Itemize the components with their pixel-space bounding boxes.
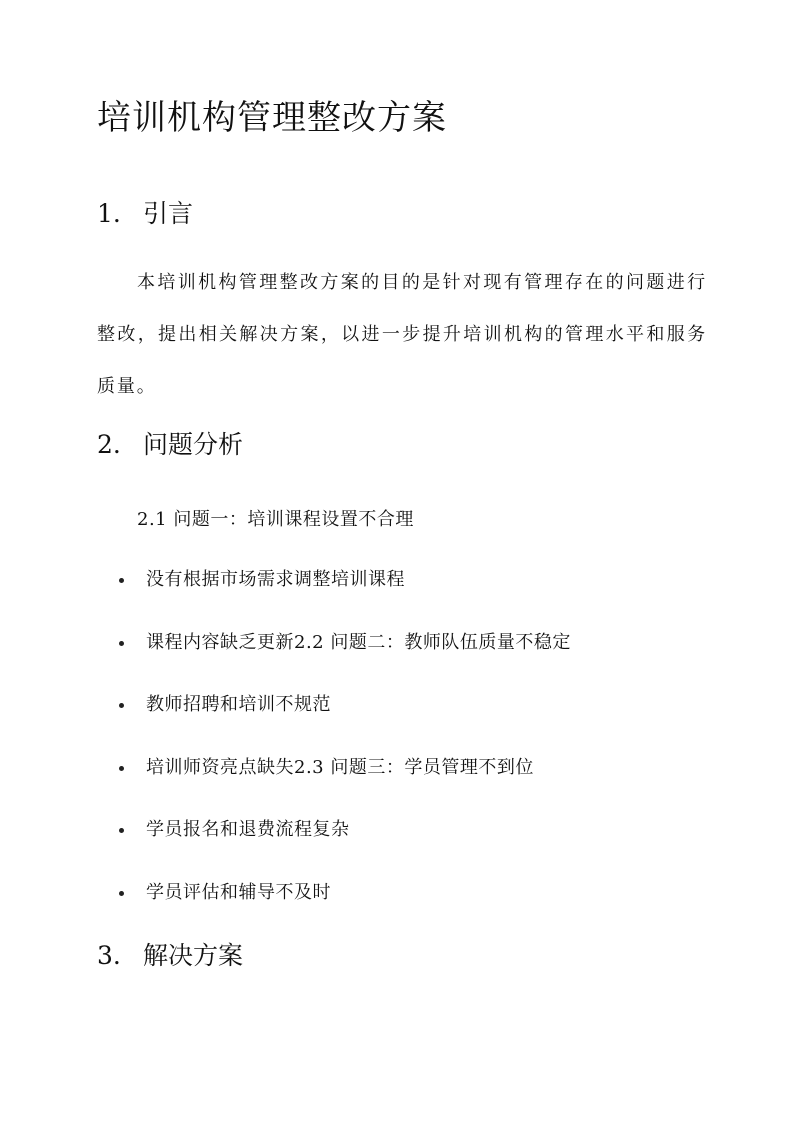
section-heading-solutions	[97, 938, 243, 974]
list-item-text: 培训师资亮点缺失2.3 问题三：学员管理不到位	[146, 756, 534, 778]
bullet-icon	[119, 891, 124, 896]
list-item	[97, 563, 737, 626]
section-title: 问题分析	[143, 430, 244, 459]
list-item-text: 没有根据市场需求调整培训课程	[146, 569, 405, 590]
bullet-icon	[119, 703, 124, 708]
section-number: 1.	[97, 199, 121, 228]
section-heading-introduction	[97, 196, 193, 232]
list-item	[97, 688, 737, 751]
section-number: 3.	[97, 941, 121, 970]
list-item	[97, 751, 737, 814]
list-item-text: 学员评估和辅导不及时	[146, 881, 331, 903]
list-item	[97, 813, 737, 876]
list-item-text: 课程内容缺乏更新2.2 问题二：教师队伍质量不稳定	[146, 631, 571, 653]
section-heading-problem-analysis	[97, 427, 243, 463]
bullet-icon	[119, 641, 124, 646]
introduction-paragraph: 本培训机构管理整改方案的目的是针对现有管理存在的问题进行整改，提出相关解决方案，以进一步提升培训机构的管理水平和服务质量。	[97, 272, 707, 397]
subheading-problem-one: 2.1 问题一：培训课程设置不合理	[137, 509, 414, 530]
problem-bullet-list	[97, 563, 737, 938]
bullet-icon	[119, 578, 124, 583]
bullet-icon	[119, 766, 124, 771]
list-item	[97, 626, 737, 689]
list-item-text: 教师招聘和培训不规范	[146, 694, 331, 715]
list-item-text: 学员报名和退费流程复杂	[146, 819, 350, 840]
list-item	[97, 876, 737, 939]
bullet-icon	[119, 828, 124, 833]
section-number: 2.	[97, 430, 121, 459]
section-title: 引言	[143, 199, 194, 228]
document-title: 培训机构管理整改方案	[97, 98, 447, 138]
section-title: 解决方案	[143, 941, 244, 970]
